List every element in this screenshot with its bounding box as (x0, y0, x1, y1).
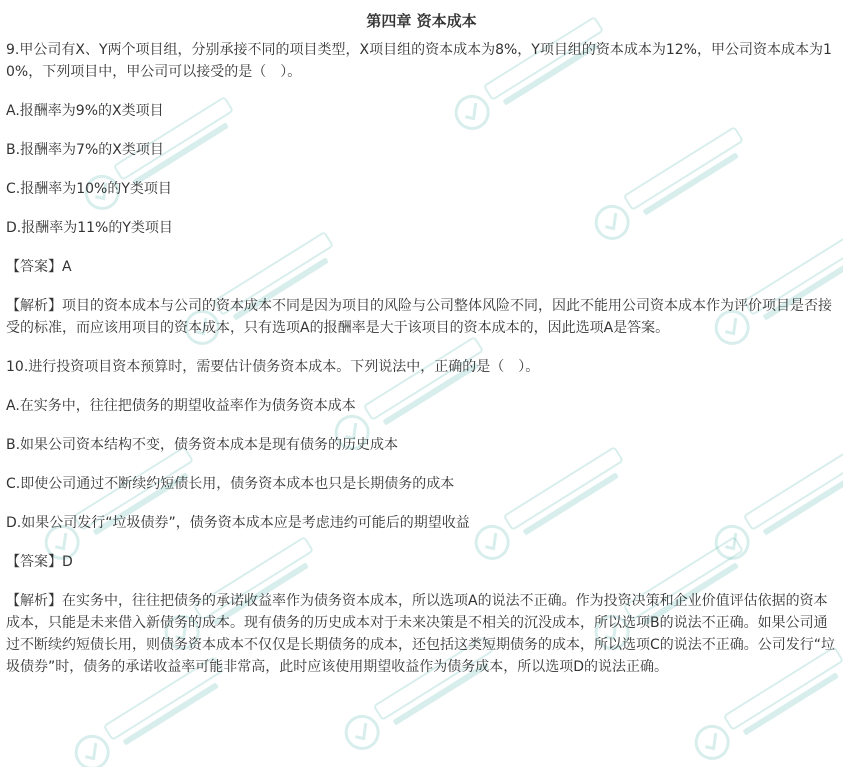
option-c: C.报酬率为10%的Y类项目 (6, 181, 172, 197)
answer-text: 【答案】D (6, 554, 73, 570)
question-9 (6, 39, 837, 339)
option-b: B.报酬率为7%的X类项目 (6, 142, 164, 158)
question-stem: 9.甲公司有X、Y两个项目组，分别承接不同的项目类型，X项目组的资本成本为8%，Y项目组的资本成本为12%，甲公司资本成本为10%，下列项目中，甲公司可以接受的是（ ）。 (6, 42, 832, 80)
option-d: D.报酬率为11%的Y类项目 (6, 220, 173, 236)
option-d: D.如果公司发行“垃圾债券”，债务资本成本应是考虑违约可能后的期望收益 (6, 515, 470, 531)
explanation-text: 【解析】在实务中，往往把债务的承诺收益率作为债务资本成本，所以选项A的说法不正确。作为投资决策和企业价值评估依据的资本成本，只能是未来借入新债务的成本。现有债务的历史成本对于未来决策是不相关的沉没成本，所以选项B的说法不正确。如果公司通过不断续约短债长用，则债务资本成本不仅仅是长期债务的成本，还包括这类短期债务的成本，所以选项C的说法不正确。公司发行“垃圾债券”时，债务的承诺收益率可能非常高，此时应该使用期望收益作为债务成本，所以选项D的说法正确。 (6, 593, 836, 675)
option-a: A.报酬率为9%的X类项目 (6, 103, 164, 119)
document-content (0, 11, 843, 678)
explanation-text: 【解析】项目的资本成本与公司的资本成本不同是因为项目的风险与公司整体风险不同，因此不能用公司资本成本作为评价项目是否接受的标准，而应该用项目的资本成本，只有选项A的报酬率是大于该项目的资本成本的，因此选项A是答案。 (6, 298, 832, 336)
option-c: C.即使公司通过不断续约短债长用，债务资本成本也只是长期债务的成本 (6, 476, 455, 492)
option-b: B.如果公司资本结构不变，债务资本成本是现有债务的历史成本 (6, 437, 399, 453)
question-10 (6, 356, 837, 678)
option-a: A.在实务中，往往把债务的期望收益率作为债务资本成本 (6, 398, 356, 414)
answer-text: 【答案】A (6, 259, 72, 275)
chapter-title: 第四章 资本成本 (366, 12, 477, 30)
question-stem: 10.进行投资项目资本预算时，需要估计债务资本成本。下列说法中，正确的是（ ）。 (6, 359, 540, 375)
